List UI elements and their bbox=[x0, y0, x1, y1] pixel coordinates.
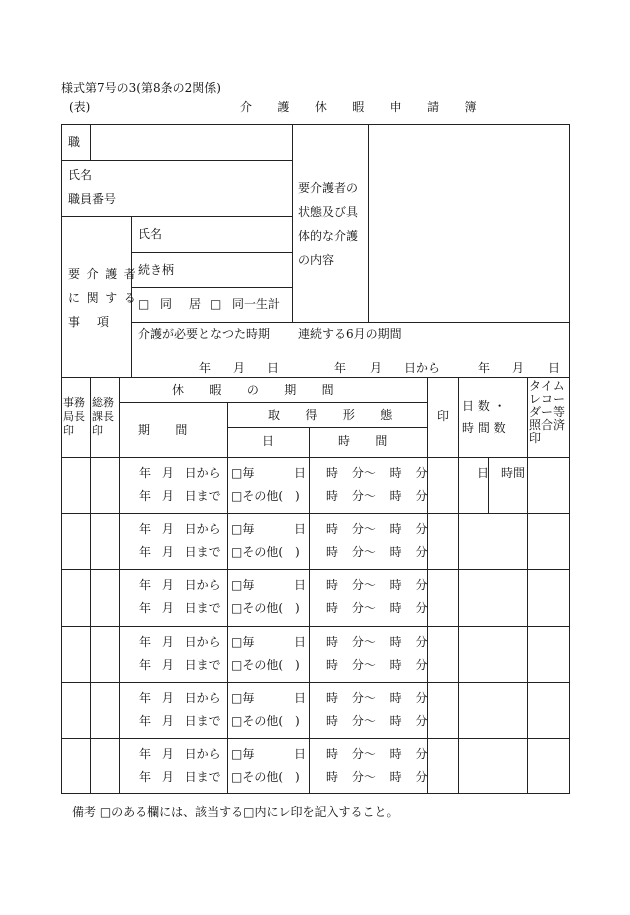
other-checkbox[interactable]: □その他( bbox=[231, 714, 284, 728]
time-range-2[interactable]: 時 分〜 時 分 bbox=[326, 489, 428, 503]
care-recipient-line-2: に関する bbox=[68, 291, 143, 305]
time-range-1[interactable]: 時 分〜 時 分 bbox=[326, 466, 428, 480]
six-month-period-label: 連続する6月の期間 bbox=[298, 327, 402, 341]
time-range-2[interactable]: 時 分〜 時 分 bbox=[326, 658, 428, 672]
time-range-2[interactable]: 時 分〜 時 分 bbox=[326, 770, 428, 784]
other-checkbox[interactable]: □その他( bbox=[231, 658, 284, 672]
other-close: ) bbox=[295, 489, 300, 503]
position-label: 職 bbox=[68, 135, 81, 149]
usage-form-header: 取 得 形 態 bbox=[268, 408, 404, 422]
period-from[interactable]: 年 月 日から bbox=[139, 466, 221, 480]
every-day-suffix: 日 bbox=[294, 578, 307, 592]
other-close: ) bbox=[295, 714, 300, 728]
every-day-suffix: 日 bbox=[294, 747, 307, 761]
leave-period-header: 休 暇 の 期 間 bbox=[172, 383, 345, 397]
time-range-2[interactable]: 時 分〜 時 分 bbox=[326, 545, 428, 559]
count-days-unit: 日 bbox=[477, 466, 490, 480]
care-recipient-line-3: 事 項 bbox=[68, 315, 116, 329]
period-from[interactable]: 年 月 日から bbox=[139, 522, 221, 536]
general-affairs-chief-seal-header: 総務 課長 印 bbox=[92, 396, 114, 437]
row-separator bbox=[61, 513, 570, 514]
row-separator bbox=[61, 569, 570, 570]
cohabit-label: 同 居 bbox=[160, 297, 208, 311]
other-checkbox[interactable]: □その他( bbox=[231, 545, 284, 559]
every-day-checkbox[interactable]: □毎 bbox=[231, 635, 255, 649]
period-until[interactable]: 年 月 日まで bbox=[139, 714, 221, 728]
period-start-month: 月 bbox=[370, 361, 383, 375]
form-note: 備考 □のある欄には、該当する□内にレ印を記入すること。 bbox=[72, 805, 399, 819]
period-from[interactable]: 年 月 日から bbox=[139, 578, 221, 592]
period-from[interactable]: 年 月 日から bbox=[139, 747, 221, 761]
every-day-suffix: 日 bbox=[294, 522, 307, 536]
need-month: 月 bbox=[233, 361, 246, 375]
household-label: 同一生計 bbox=[232, 297, 281, 311]
period-until[interactable]: 年 月 日まで bbox=[139, 658, 221, 672]
office-chief-seal-header: 事務 局長 印 bbox=[63, 396, 85, 437]
care-state-line-3: 体的な介護 bbox=[298, 229, 359, 243]
household-checkbox[interactable]: □ bbox=[210, 297, 222, 311]
every-day-suffix: 日 bbox=[294, 635, 307, 649]
other-checkbox[interactable]: □その他( bbox=[231, 489, 284, 503]
care-recipient-line-1: 要介護者 bbox=[68, 267, 143, 281]
care-state-line-2: 状態及び具 bbox=[298, 205, 359, 219]
relationship-label: 続き柄 bbox=[138, 263, 175, 277]
period-until[interactable]: 年 月 日まで bbox=[139, 601, 221, 615]
cohabit-checkbox[interactable]: □ bbox=[138, 297, 150, 311]
application-form-frame bbox=[61, 124, 570, 794]
time-range-1[interactable]: 時 分〜 時 分 bbox=[326, 635, 428, 649]
time-range-1[interactable]: 時 分〜 時 分 bbox=[326, 578, 428, 592]
recipient-name-label: 氏名 bbox=[138, 227, 163, 241]
other-checkbox[interactable]: □その他( bbox=[231, 770, 284, 784]
staff-number-label: 職員番号 bbox=[68, 192, 117, 206]
period-start-day-from: 日から bbox=[404, 361, 441, 375]
other-close: ) bbox=[295, 601, 300, 615]
period-until[interactable]: 年 月 日まで bbox=[139, 545, 221, 559]
every-day-suffix: 日 bbox=[294, 691, 307, 705]
period-from[interactable]: 年 月 日から bbox=[139, 691, 221, 705]
count-hours-unit: 時間 bbox=[501, 466, 526, 480]
form-title: 介 護 休 暇 申 請 簿 bbox=[240, 100, 488, 114]
period-header: 期 間 bbox=[138, 423, 199, 437]
row-separator bbox=[61, 626, 570, 627]
day-column-header: 日 bbox=[262, 434, 275, 448]
every-day-checkbox[interactable]: □毎 bbox=[231, 522, 255, 536]
days-hours-header-1: 日 数 ・ bbox=[462, 399, 506, 413]
every-day-checkbox[interactable]: □毎 bbox=[231, 747, 255, 761]
every-day-checkbox[interactable]: □毎 bbox=[231, 466, 255, 480]
period-until[interactable]: 年 月 日まで bbox=[139, 770, 221, 784]
every-day-suffix: 日 bbox=[294, 466, 307, 480]
row-separator bbox=[61, 682, 570, 683]
other-close: ) bbox=[295, 545, 300, 559]
time-range-1[interactable]: 時 分〜 時 分 bbox=[326, 522, 428, 536]
time-range-2[interactable]: 時 分〜 時 分 bbox=[326, 601, 428, 615]
seal-header: 印 bbox=[437, 409, 450, 423]
other-close: ) bbox=[295, 658, 300, 672]
time-range-2[interactable]: 時 分〜 時 分 bbox=[326, 714, 428, 728]
time-range-1[interactable]: 時 分〜 時 分 bbox=[326, 747, 428, 761]
other-close: ) bbox=[295, 770, 300, 784]
period-start-year: 年 bbox=[334, 361, 347, 375]
timecard-checked-seal-header: タイム レコー ダー等 照合済 印 bbox=[529, 379, 566, 445]
period-until[interactable]: 年 月 日まで bbox=[139, 489, 221, 503]
form-number: 様式第7号の3(第8条の2関係) bbox=[61, 81, 221, 95]
every-day-checkbox[interactable]: □毎 bbox=[231, 691, 255, 705]
time-range-1[interactable]: 時 分〜 時 分 bbox=[326, 691, 428, 705]
employee-name-label: 氏名 bbox=[68, 168, 93, 182]
need-year: 年 bbox=[199, 361, 212, 375]
period-end-year: 年 bbox=[478, 361, 491, 375]
row-separator bbox=[61, 738, 570, 739]
time-column-header: 時 間 bbox=[338, 434, 399, 448]
care-state-line-1: 要介護者の bbox=[298, 181, 359, 195]
period-end-month: 月 bbox=[512, 361, 525, 375]
care-state-line-4: の内容 bbox=[298, 253, 335, 267]
period-from[interactable]: 年 月 日から bbox=[139, 635, 221, 649]
care-need-time-label: 介護が必要となつた時期 bbox=[138, 327, 271, 341]
every-day-checkbox[interactable]: □毎 bbox=[231, 578, 255, 592]
period-end-day: 日 bbox=[548, 361, 561, 375]
days-hours-header-2: 時 間 数 bbox=[462, 421, 506, 435]
other-checkbox[interactable]: □その他( bbox=[231, 601, 284, 615]
need-day: 日 bbox=[267, 361, 280, 375]
form-side-label: (表) bbox=[69, 100, 91, 114]
